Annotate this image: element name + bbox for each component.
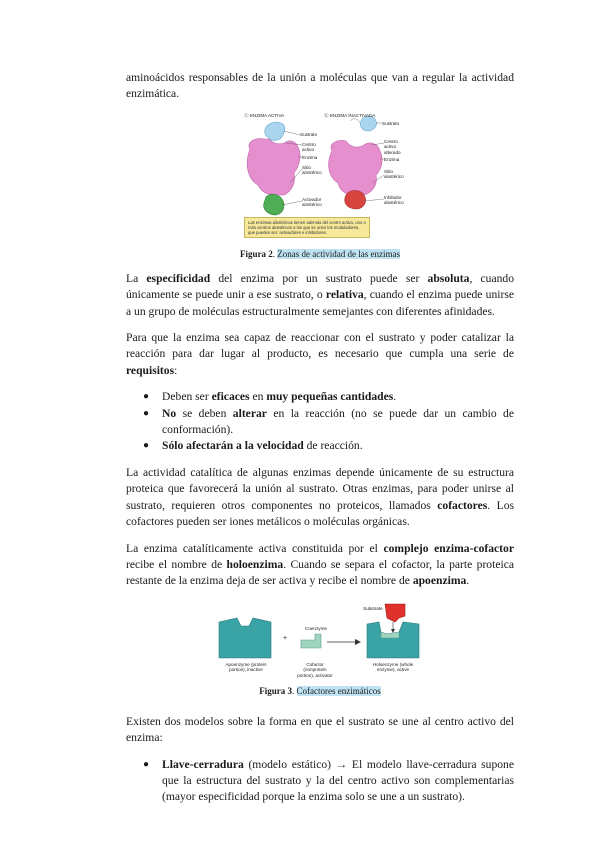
activator-a-shape (264, 194, 284, 215)
label-a-centro-activo: Centro activo (302, 141, 316, 153)
panel-b-title: ⓑ ENZIMA INACTIVADA (324, 112, 376, 118)
enzyme-b-shape (329, 140, 382, 195)
figure-3 (215, 600, 425, 684)
list-item: ● Sólo afectarán a la velocidad de reacción. (143, 439, 363, 453)
intro-paragraph: aminoácidos responsables de la unión a moléculas que van a regular la actividad enzimática. (126, 71, 514, 101)
cofactor-label: Cofactor (nonprotein portion), activator (297, 661, 333, 678)
list-item: ● Deben ser eficaces en muy pequeñas cantidades. (143, 390, 397, 404)
figure-3-caption: Figura 3. Cofactores enzimáticos (259, 685, 381, 696)
requirements-list (126, 389, 514, 455)
models-paragraph: Existen dos modelos sobre la forma en que el sustrato se une al centro activo del enzima: (126, 714, 514, 745)
substrate-label: Substrate (363, 605, 383, 611)
label-a-activador: Activador alostérico (302, 196, 322, 208)
models-list (126, 757, 514, 806)
list-item: ● No se deben alterar en la reacción (no se puede dar un cambio de conformación). (143, 406, 514, 437)
apoenzyme-shape (219, 618, 271, 658)
cofactors-paragraph: La actividad catalítica de algunas enzimas depende únicamente de su estructura proteica que favorecerá la unión al sustrato. Otras enzimas, para poder unirse al sustrato, requieren otros componentes no proteicos, llamados cofactores. Los cofactores pueden ser iones metálicos o moléculas orgánicas. (126, 465, 515, 529)
label-b-enzima: Enzima (384, 156, 400, 162)
label-a-sitio: Sitio alostérico (302, 164, 322, 176)
figure-2 (240, 112, 404, 247)
list-item: ● Llave-cerradura (modelo estático) → El modelo llave-cerradura supone que la estructura del sustrato y la del centro activo son complementarias (mayor especificidad porque la enzima solo se une a un sustrato). (143, 757, 514, 804)
document-page (126, 70, 514, 816)
requirements-paragraph: Para que la enzima sea capaz de reaccionar con el sustrato y poder catalizar la reacción para dar lugar al producto, es necesario que cumpla una serie de requisitos: (126, 331, 514, 377)
cofactor-shape (301, 634, 321, 648)
substrate-shape (385, 604, 405, 622)
plus-sign: + (283, 634, 288, 642)
allosteric-note: Las enzimas alostéricas tienen además del centro activo, uno o más centros alostéricos a los que se unen los moduladores, que pueden ser: activadores e inhibidores. (244, 217, 370, 239)
label-a-enzima: Enzima (302, 154, 318, 160)
label-b-sustrato: Sustrato (382, 120, 400, 126)
label-b-centro-activo: Centro activo alterado (384, 138, 401, 155)
apoenzyme-label: Apoenzyme (protein portion), inactive (225, 661, 267, 673)
label-a-sustrato: Sustrato (300, 131, 318, 137)
holoenzyme-label: Holoenzyme (whole enzyme), active (372, 661, 414, 673)
specificity-paragraph: La especificidad del enzima por un sustrato puede ser absoluta, cuando únicamente se puede unir a ese sustrato, o relativa, cuando el enzima puede unirse a un grupo de moléculas estructuralmente semejantes con diferentes afinidades. (126, 271, 514, 318)
figure-2-caption: Figura 2. Zonas de actividad de las enzimas (240, 248, 400, 259)
inhibitor-b-shape (345, 190, 366, 209)
panel-a-title: ⓐ ENZIMA ACTIVA (244, 112, 285, 118)
holoenzyme-paragraph: La enzima catalíticamente activa constituida por el complejo enzima-cofactor recibe el nombre de holoenzima. Cuando se separa el cofactor, la parte proteica restante de la enzima deja de ser activa y recibe el nombre de apoenzima. (126, 541, 514, 588)
substrate-a-shape (265, 122, 285, 140)
label-b-inhibidor: Inhibidor alostérico (384, 194, 404, 206)
coenzyme-label: Coenzyme (305, 625, 327, 631)
enzyme-a-shape (247, 138, 300, 194)
label-b-sitio: Sitio alostérico (384, 168, 404, 180)
